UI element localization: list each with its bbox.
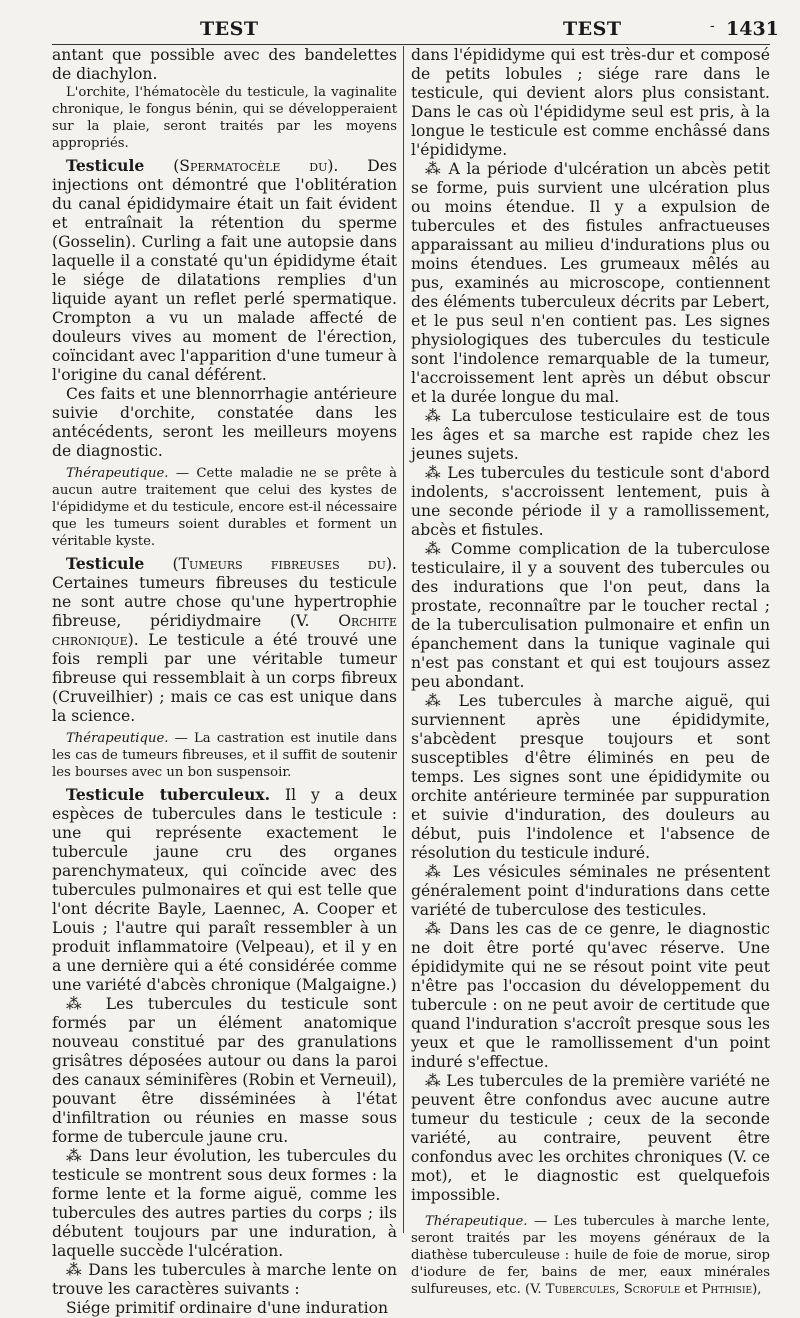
entry-text: Il y a deux espèces de tubercules dans le testicule : une qui représente exactement le tubercule jaune cru des organes parenchymateux, qui coïncide avec des tubercules pulmonaires et qui est telle que l'ont décrite Bayle, Laennec, A. Cooper et Louis ; l'autre qui paraît ressembler à un produit inflammatoire (Velpeau), et il y en a une dernière qui a été considérée comme une variété d'abcès chronique (Malgaigne.) xyxy=(52,786,397,994)
entry-headword: Testicule xyxy=(66,156,145,175)
right-column xyxy=(411,46,770,1297)
paragraph: ⁂ Les tubercules du testicule sont d'abord indolents, s'accroissent lentement, puis à une seconde période il y a ramollissement, abcès et fistules. xyxy=(411,464,770,539)
paragraph: ⁂ Les vésicules séminales ne présentent généralement point d'indurations dans cette variété de tuberculose des testicules. xyxy=(411,863,770,919)
separator: , xyxy=(615,1282,624,1297)
running-header xyxy=(0,14,800,44)
entry-text: Certaines tumeurs fibreuses du testicule ne sont autre chose qu'une hypertrophie fibreuse, péridiydmaire (V. xyxy=(52,574,397,630)
header-right-title: TEST xyxy=(563,18,622,40)
column-divider xyxy=(403,46,404,1233)
therapeutics-text: — La castration est inutile dans les cas de tumeurs fibreuses, et il suffit de soutenir les bourses avec un bon suspensoir. xyxy=(52,731,397,780)
entry-testicule-tuberculeux xyxy=(52,785,397,995)
left-column xyxy=(52,46,397,1317)
paragraph: ⁂ Dans les tubercules à marche lente on trouve les caractères suivants : xyxy=(52,1261,397,1298)
entry-headword: Testicule xyxy=(66,554,145,573)
paragraph: Ces faits et une blennorrhagie antérieure suivie d'orchite, constatée dans les antécédents, seront les meilleurs moyens de diagnostic. xyxy=(52,385,397,460)
entry-subtitle: (Tumeurs fibreuses du). xyxy=(172,555,397,573)
paragraph: ⁂ Dans leur évolution, les tubercules du testicule se montrent sous deux formes : la forme lente et la forme aiguë, comme les tubercules des autres parties du corps ; ils débutent toujours par une induration, à laquelle succède l'ulcération. xyxy=(52,1147,397,1260)
cross-reference: Orchite chronique xyxy=(52,612,397,649)
entry-headword: Testicule tuberculeux. xyxy=(66,785,271,804)
header-left-title: TEST xyxy=(200,18,259,40)
entry-spermatocele xyxy=(52,156,397,385)
paragraph: dans l'épididyme qui est très-dur et composé de petits lobules ; siége rare dans le testicule, qui devient alors plus consistant. Dans le cas où l'épididyme seul est pris, à la longue le testicule est comme enchâssé dans l'épididyme. xyxy=(411,46,770,159)
therapeutics-paragraph xyxy=(52,465,397,550)
paragraph: ⁂ Les tubercules à marche aiguë, qui surviennent après une épididymite, s'abcèdent presque toujours et sont susceptibles d'être éliminés en peu de temps. Les signes sont une épididymite ou orchite antérieure terminée par suppuration et suivie d'induration, des douleurs au début, puis l'indolence et l'absence de résolution du testicule induré. xyxy=(411,692,770,862)
therapeutics-text: — Les tubercules à marche lente, seront traités par les moyens généraux de la diathèse tuberculeuse : huile de foie de morue, sirop d'iodure de fer, bains de mer, eaux minérales sulfureuses, etc. (V. xyxy=(411,1214,770,1297)
therapeutics-paragraph xyxy=(52,730,397,781)
separator: et xyxy=(680,1282,702,1297)
header-rule xyxy=(52,44,770,45)
paragraph: ⁂ La tuberculose testiculaire est de tous les âges et sa marche est rapide chez les jeunes sujets. xyxy=(411,407,770,463)
entry-text: ). Le testicule a été trouvé une fois rempli par une véritable tumeur fibreuse qui ressemblait à un corps fibreux (Cruveilhier) ; mais ce cas est unique dans la science. xyxy=(52,631,397,725)
therapeutics-text: ), xyxy=(752,1282,762,1297)
paragraph: ⁂ Comme complication de la tuberculose testiculaire, il y a souvent des tubercules ou des indurations que l'on peut, dans la prostate, reconnaître par le toucher rectal ; de la tuberculisation pulmonaire et enfin un épanchement dans la tunique vaginale qui n'est pas constant et qui est toujours assez peu abondant. xyxy=(411,540,770,691)
paragraph: ⁂ A la période d'ulcération un abcès petit se forme, puis survient une ulcération plus ou moins étendue. Il y a expulsion de tubercules et des fistules anfractueuses apparaissant au milieu d'indurations plus ou moins étendues. Les grumeaux mêlés au pus, examinés au microscope, contiennent des éléments tuberculeux décrits par Lebert, et le pus seul n'en contient pas. Les signes physiologiques des tubercules du testicule sont l'indolence remarquable de la tumeur, l'accroissement lent après un début obscur et la durée longue du mal. xyxy=(411,160,770,406)
therapeutics-label: Thérapeutique. xyxy=(66,731,169,746)
header-dash: - xyxy=(710,18,715,34)
therapeutics-paragraph xyxy=(411,1213,770,1298)
paragraph: Siége primitif ordinaire d'une induration xyxy=(66,1299,389,1317)
entry-subtitle: (Spermatocèle du). xyxy=(173,157,339,175)
paragraph: ⁂ Les tubercules de la première variété ne peuvent être confondus avec aucune autre tumeur du testicule ; ceux de la seconde variété, au contraire, peuvent être confondus avec les orchites chroniques (V. ce mot), et le diagnostic est quelquefois impossible. xyxy=(411,1072,770,1204)
paragraph: ⁂ Dans les cas de ce genre, le diagnostic ne doit être porté qu'avec réserve. Une épididymite qui ne se résout point vite peut n'être pas l'occasion du développement du tubercule : on ne peut avoir de certitude que quand l'induration s'accroît presque sous les yeux et que le ramollissement d'un point induré s'effectue. xyxy=(411,920,770,1071)
therapeutics-text: — Cette maladie ne se prête à aucun autre traitement que celui des kystes de l'épididyme et du testicule, encore est-il nécessaire que les tumeurs soient durables et forment un véritable kyste. xyxy=(52,466,397,549)
cross-reference: Scrofule xyxy=(623,1282,681,1297)
therapeutics-label: Thérapeutique. xyxy=(425,1214,528,1229)
page-number: 1431 xyxy=(726,18,779,40)
paragraph: L'orchite, l'hématocèle du testicule, la vaginalite chronique, le fongus bénin, qui se développeraient sur la plaie, seront traités par les moyens appropriés. xyxy=(52,85,397,151)
entry-text: Des injections ont démontré que l'oblitération du canal épididymaire était un fait évident et entraînait la rétention du sperme (Gosselin). Curling a fait une autopsie dans laquelle il a constaté qu'un épididyme était le siége de dilatations remplies d'un liquide ayant un reflet perlé spermatique. Crompton a vu un malade affecté de douleurs vives au moment de l'érection, coïncidant avec l'apparition d'une tumeur à l'origine du canal déférent. xyxy=(52,157,397,384)
therapeutics-label: Thérapeutique. xyxy=(66,466,169,481)
cross-reference: Phthisie xyxy=(701,1282,753,1297)
cross-reference: Tubercules xyxy=(545,1282,616,1297)
paragraph: antant que possible avec des bandelettes de diachylon. xyxy=(52,46,397,83)
paragraph: ⁂ Les tubercules du testicule sont formés par un élément anatomique nouveau constitué par des granulations grisâtres déposées autour ou dans la paroi des canaux séminifères (Robin et Verneuil), pouvant être disséminées à l'état d'infiltration ou réunies en masse sous forme de tubercule jaune cru. xyxy=(52,995,397,1146)
entry-tumeurs-fibreuses xyxy=(52,554,397,726)
